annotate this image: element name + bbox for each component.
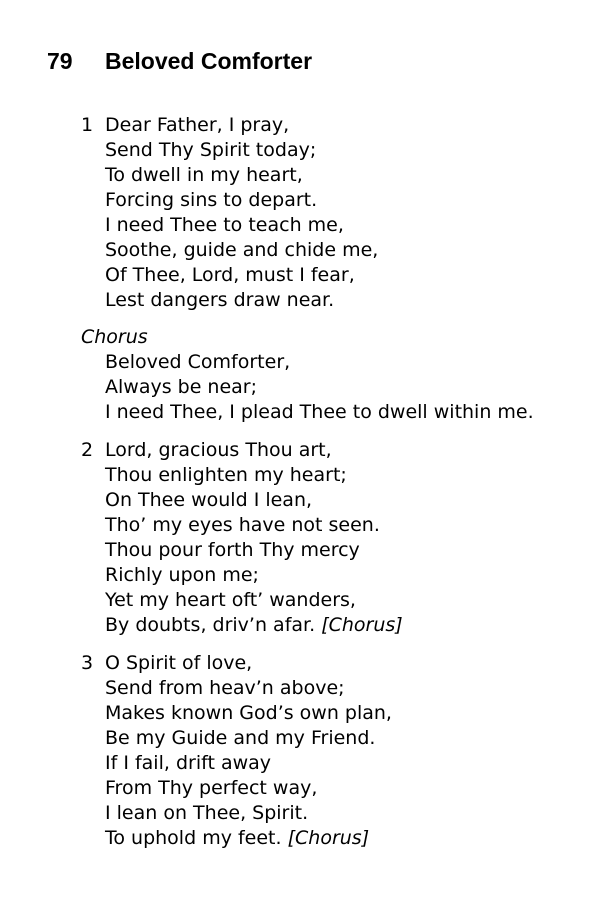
verse-line: Richly upon me; [105,564,259,586]
verse-line: From Thy perfect way, [105,777,318,799]
verse-line-last [105,826,392,851]
verse-line: If I fail, drift away [105,752,272,774]
hymn-number: 79 [47,48,73,74]
verse-line: Tho’ my eyes have not seen. [105,514,380,536]
verse-line: I need Thee to teach me, [105,214,344,236]
verse-line: Makes known God’s own plan, [105,702,392,724]
chorus-reference: [Chorus] [287,827,370,849]
verse-line-text: To uphold my feet. [105,827,282,849]
verse-line-text: By doubts, driv’n afar. [105,614,316,636]
verse-line: Forcing sins to depart. [105,189,318,211]
verse-line-last [105,613,403,638]
verse-number: 2 [81,439,94,461]
chorus [81,325,534,425]
verse-2 [81,438,403,638]
verse-line: Lest dangers draw near. [105,289,335,311]
verse-line: Dear Father, I pray, [105,114,290,136]
verse-line: Send Thy Spirit today; [105,139,317,161]
chorus-line: I need Thee, I plead Thee to dwell within me. [105,401,534,423]
verse-line: Be my Guide and my Friend. [105,727,376,749]
verse-1 [81,113,378,313]
verse-line: Soothe, guide and chide me, [105,239,379,261]
verse-3 [81,651,392,851]
verse-number: 1 [81,114,94,136]
verse-line: On Thee would I lean, [105,489,313,511]
chorus-label: Chorus [81,326,148,348]
hymn-header [47,44,312,78]
hymn-title: Beloved Comforter [105,48,313,74]
verse-line: Of Thee, Lord, must I fear, [105,264,355,286]
verse-line: Lord, gracious Thou art, [105,439,332,461]
chorus-reference: [Chorus] [321,614,403,636]
verse-line: Thou pour forth Thy mercy [105,539,360,561]
verse-line: Send from heav’n above; [105,677,345,699]
verse-number: 3 [81,652,94,674]
verse-line: Thou enlighten my heart; [105,464,347,486]
verse-line: Yet my heart oft’ wanders, [105,589,356,611]
verse-line: I lean on Thee, Spirit. [105,802,309,824]
chorus-line: Beloved Comforter, [105,351,291,373]
chorus-line: Always be near; [105,376,258,398]
verse-line: O Spirit of love, [105,652,253,674]
verse-line: To dwell in my heart, [105,164,303,186]
